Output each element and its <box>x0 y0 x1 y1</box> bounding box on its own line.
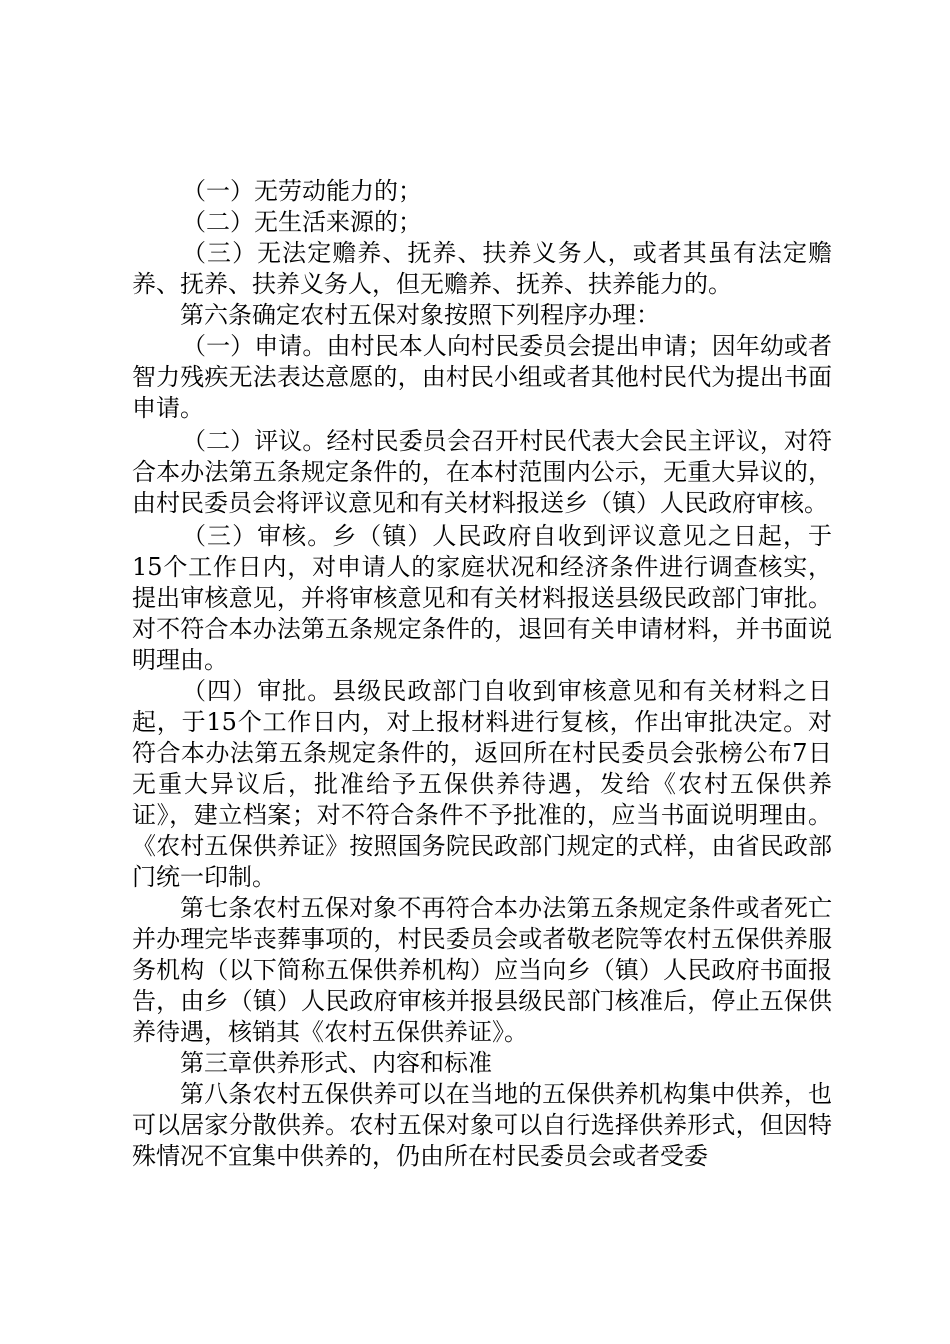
paragraph-review: （三）审核。乡（镇）人民政府自收到评议意见之日起，于15个工作日内，对申请人的家庭状况和经济条件进行调查核实，提出审核意见，并将审核意见和有关材料报送县级民政部门审批。对不符合本办法第五条规定条件的，退回有关申请材料，并书面说明理由。 <box>132 522 832 674</box>
chapter-heading: 第三章供养形式、内容和标准 <box>180 1049 492 1077</box>
paragraph-article-8: 第八条农村五保供养可以在当地的五保供养机构集中供养，也可以居家分散供养。农村五保对象可以自行选择供养形式，但因特殊情况不宜集中供养的，仍由所在村民委员会或者受委 <box>132 1080 832 1170</box>
paragraph-item-2: （二）无生活来源的； <box>182 208 422 236</box>
paragraph-article-7: 第七条农村五保对象不再符合本办法第五条规定条件或者死亡并办理完毕丧葬事项的，村民委员会或者敬老院等农村五保供养服务机构（以下简称五保供养机构）应当向乡（镇）人民政府书面报告，由乡（镇）人民政府审核并报县级民部门核准后，停止五保供养待遇，核销其《农村五保供养证》。 <box>132 894 832 1046</box>
paragraph-application: （一）申请。由村民本人向村民委员会提出申请；因年幼或者智力残疾无法表达意愿的，由村民小组或者其他村民代为提出书面申请。 <box>132 332 832 422</box>
paragraph-approval: （四）审批。县级民政部门自收到审核意见和有关材料之日起，于15个工作日内，对上报材料进行复核，作出审批决定。对符合本办法第五条规定条件的，返回所在村民委员会张榜公布7日无重大异议后，批准给予五保供养待遇，发给《农村五保供养证》，建立档案；对不符合条件不予批准的，应当书面说明理由。《农村五保供养证》按照国务院民政部门规定的式样，由省民政部门统一印制。 <box>132 677 832 891</box>
paragraph-article-6: 第六条确定农村五保对象按照下列程序办理： <box>180 301 660 329</box>
document-body <box>132 176 832 1172</box>
paragraph-item-1: （一）无劳动能力的； <box>182 177 422 205</box>
paragraph-item-3: （三）无法定赡养、抚养、扶养义务人，或者其虽有法定赡养、抚养、扶养义务人，但无赡养、抚养、扶养能力的。 <box>132 239 832 298</box>
paragraph-evaluation: （二）评议。经村民委员会召开村民代表大会民主评议，对符合本办法第五条规定条件的，在本村范围内公示，无重大异议的，由村民委员会将评议意见和有关材料报送乡（镇）人民政府审核。 <box>132 427 832 517</box>
